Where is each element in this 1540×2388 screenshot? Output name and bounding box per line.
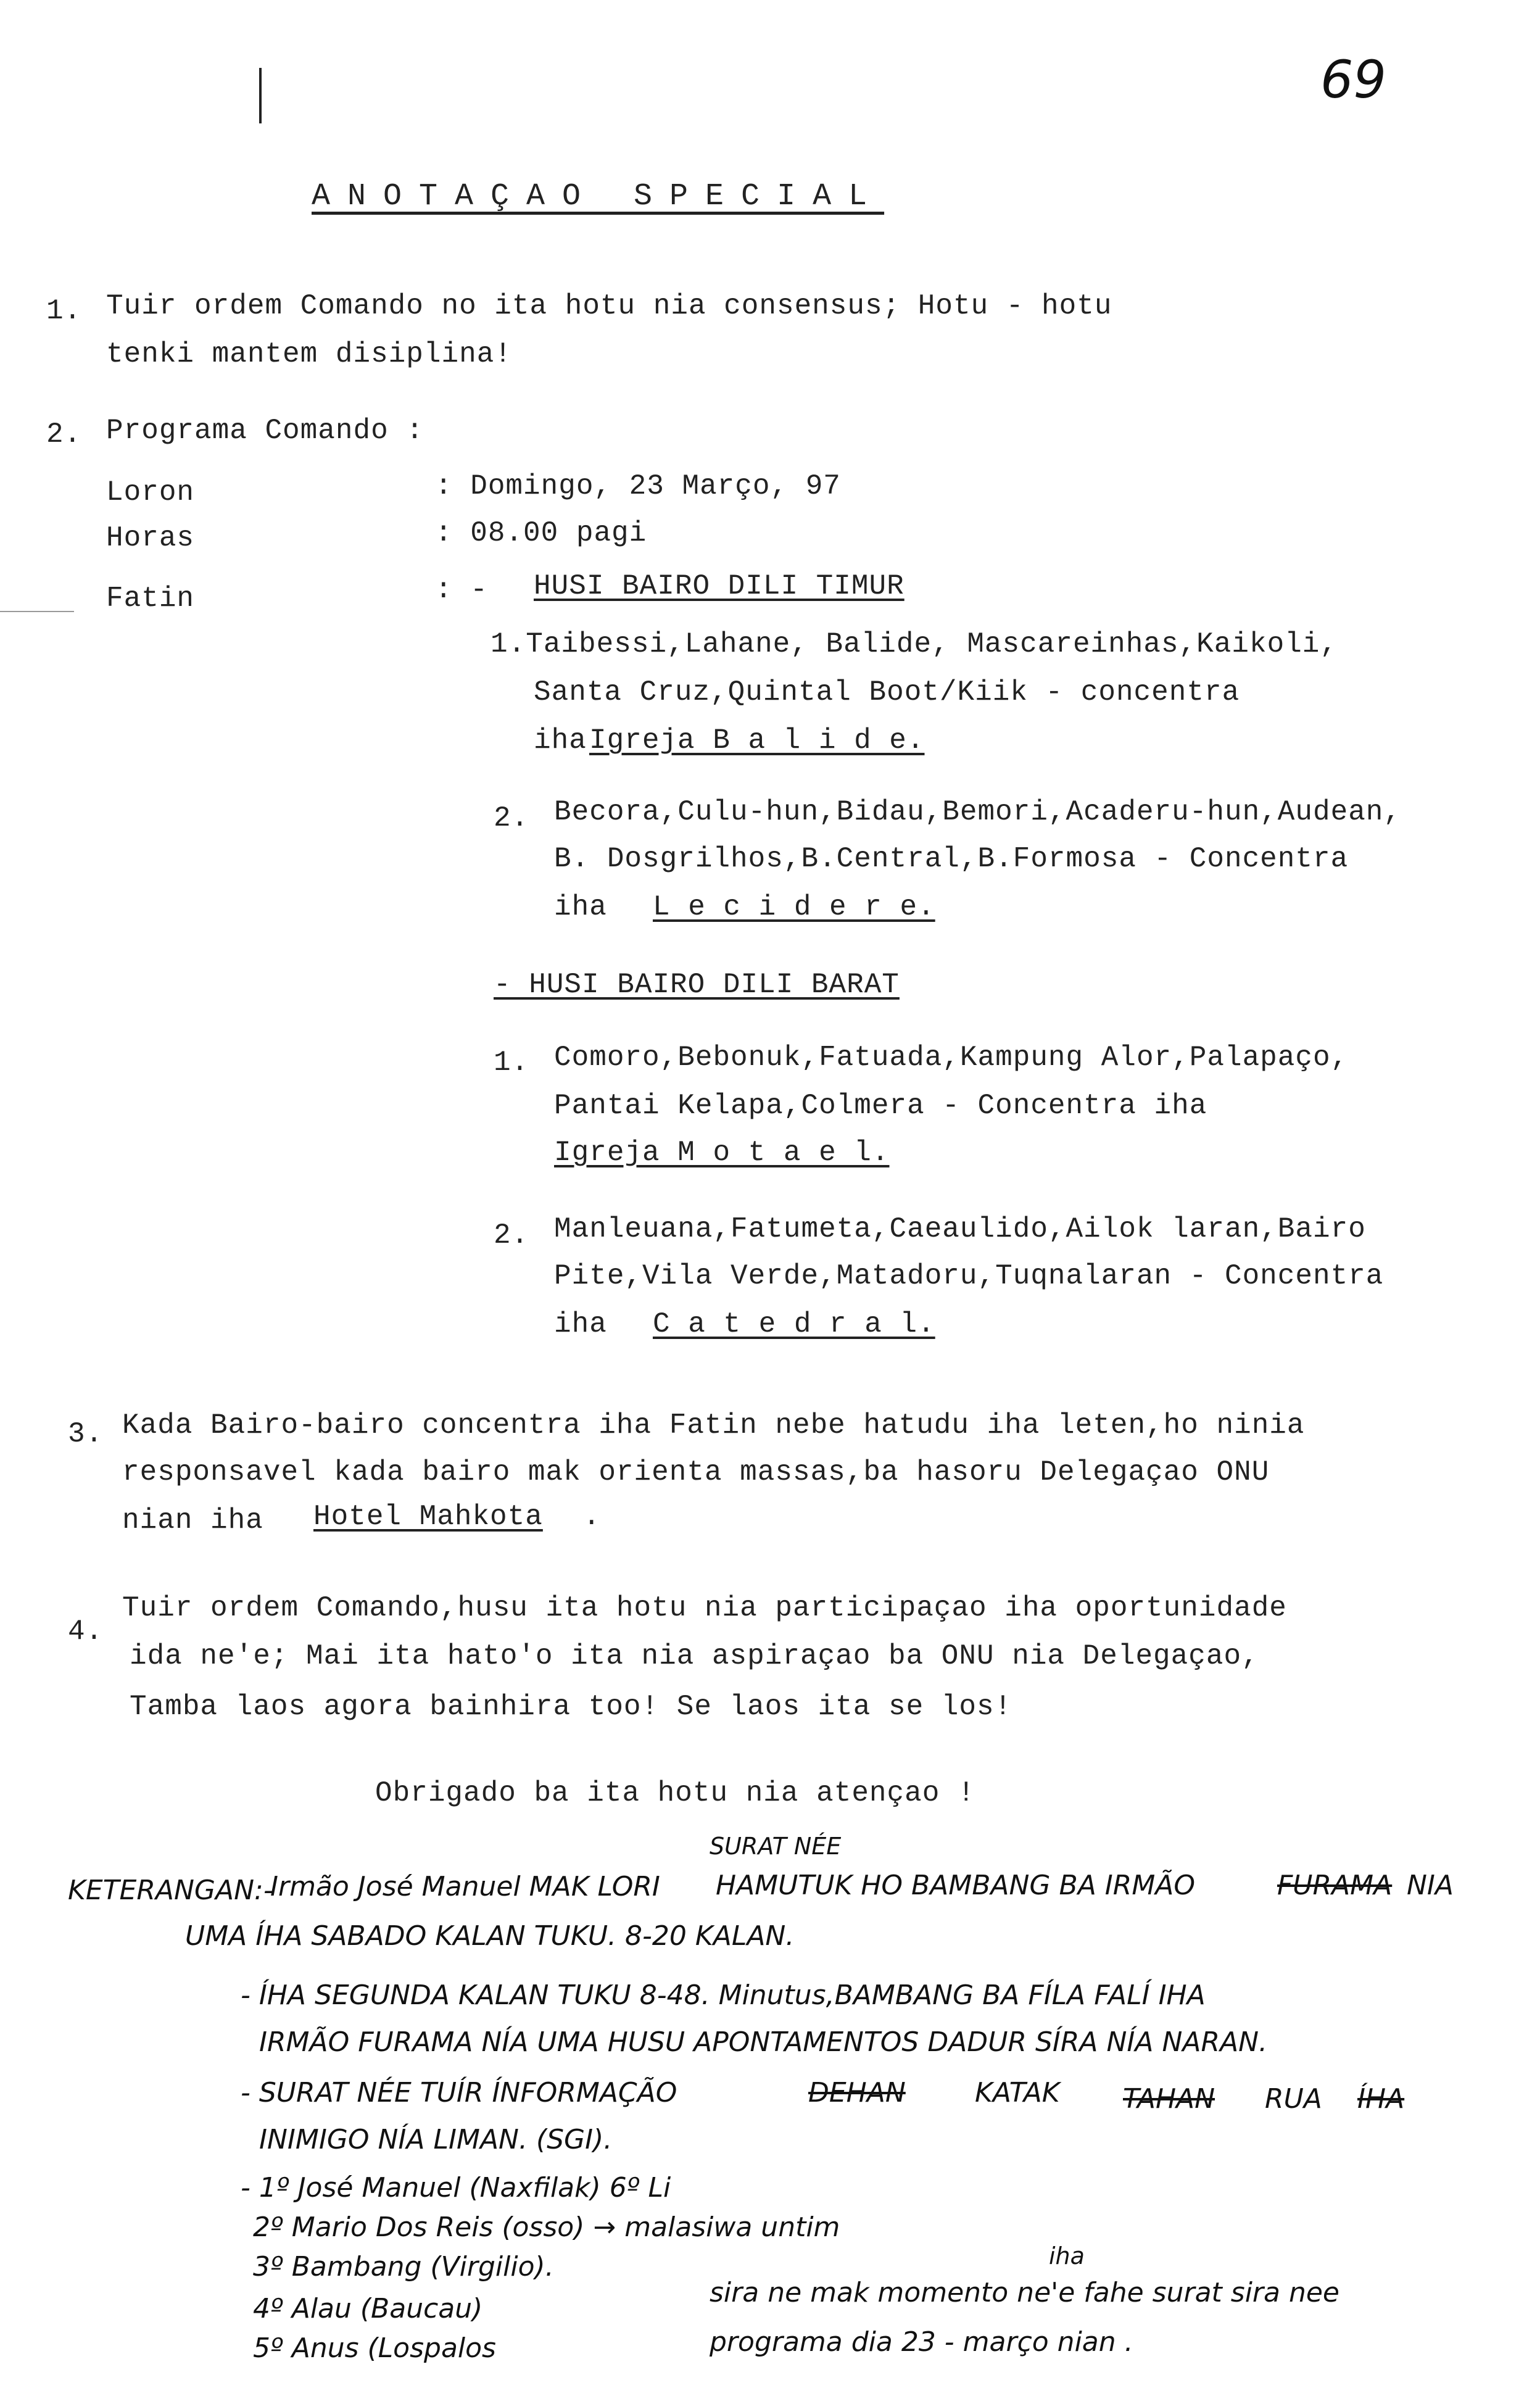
barat-1-number: 1.	[494, 1047, 529, 1079]
handwritten-line-1b: HAMUTUK HO BAMBANG BA IRMÃO	[716, 1870, 1196, 1901]
barat-2-line-1: Manleuana,Fatumeta,Caeaulido,Ailok laran,Bairo	[554, 1213, 1366, 1245]
timur-1-place: Igreja B a l i d e.	[589, 724, 925, 757]
closing-line: Obrigado ba ita hotu nia atençao !	[375, 1777, 975, 1809]
page-number: 69	[1320, 49, 1386, 110]
timur-2-line-1: Becora,Culu-hun,Bidau,Bemori,Acaderu-hun,Audean,	[554, 796, 1402, 828]
document-title: ANOTAÇAO SPECIAL	[312, 179, 885, 214]
handwritten-line-5c: RUA	[1265, 2083, 1322, 2115]
timur-2-tail: iha	[554, 891, 607, 923]
item-2-number: 2.	[46, 418, 82, 450]
handwritten-line-2: UMA ÍHA SABADO KALAN TUKU. 8-20 KALAN.	[185, 1920, 795, 1952]
handwritten-name-4: 4º Alau (Baucau)	[253, 2293, 483, 2324]
margin-mark	[259, 68, 262, 123]
handwritten-struck-iha: ÍHA	[1357, 2083, 1405, 2115]
handwritten-line-5a: - SURAT NÉE TUÍR ÍNFORMAÇÃO	[241, 2077, 677, 2108]
handwritten-line-6: INIMIGO NÍA LIMAN. (SGI).	[259, 2124, 613, 2155]
timur-1-tail: iha	[534, 724, 587, 757]
loron-value: : Domingo, 23 Março, 97	[435, 470, 841, 502]
item-3-number: 3.	[68, 1418, 104, 1450]
barat-1-line-2: Pantai Kelapa,Colmera - Concentra iha	[554, 1090, 1207, 1122]
barat-1-line-1: Comoro,Bebonuk,Fatuada,Kampung Alor,Palapaço,	[554, 1042, 1349, 1074]
handwritten-line-3: - ÍHA SEGUNDA KALAN TUKU 8-48. Minutus,BAMBANG BA FÍLA FALÍ IHA	[241, 1980, 1206, 2011]
item-3-line-3-prefix: nian iha	[122, 1504, 263, 1536]
timur-2-number: 2.	[494, 802, 529, 834]
barat-heading: - HUSI BAIRO DILI BARAT	[494, 969, 900, 1001]
handwritten-name-2: 2º Mario Dos Reis (osso) → malasiwa untim	[253, 2212, 840, 2243]
handwritten-line-1c: NIA	[1407, 1870, 1454, 1901]
fatin-label: Fatin	[106, 582, 195, 615]
handwritten-name-5: 5º Anus (Lospalos	[253, 2332, 496, 2364]
item-1-line-2: tenki mantem disiplina!	[106, 338, 512, 370]
barat-1-place: Igreja M o t a e l.	[554, 1137, 890, 1169]
handwritten-name-3: 3º Bambang (Virgilio).	[253, 2251, 554, 2282]
timur-2-line-2: B. Dosgrilhos,B.Central,B.Formosa - Concentra	[554, 843, 1349, 875]
item-4-line-1: Tuir ordem Comando,husu ita hotu nia participaçao iha oportunidade	[122, 1592, 1287, 1624]
item-1-line-1: Tuir ordem Comando no ita hotu nia consensus; Hotu - hotu	[106, 290, 1112, 322]
barat-2-tail: iha	[554, 1308, 607, 1340]
barat-2-number: 2.	[494, 1219, 529, 1251]
horas-value: : 08.00 pagi	[435, 517, 647, 549]
handwritten-name-1: - 1º José Manuel (Naxfilak) 6º Li	[241, 2172, 671, 2204]
handwritten-struck-furama: FURAMA	[1277, 1870, 1393, 1901]
timur-1-line-1: 1.Taibessi,Lahane, Balide, Mascareinhas,Kaikoli,	[491, 628, 1338, 660]
handwritten-insert-iha: iha	[1049, 2242, 1085, 2270]
item-3-place: Hotel Mahkota	[313, 1501, 543, 1533]
handwritten-keterangan: KETERANGAN:-	[68, 1875, 273, 1906]
handwritten-line-4: IRMÃO FURAMA NÍA UMA HUSU APONTAMENTOS DADUR SÍRA NÍA NARAN.	[259, 2026, 1268, 2058]
handwritten-struck-tahan: TAHAN	[1123, 2083, 1215, 2115]
scan-margin-line	[0, 611, 74, 612]
item-1-number: 1.	[46, 295, 82, 327]
item-4-line-2: ida ne'e; Mai ita hato'o ita nia aspiraçao ba ONU nia Delegaçao,	[130, 1640, 1259, 1672]
horas-label: Horas	[106, 522, 195, 554]
item-3-line-2: responsavel kada bairo mak orienta massas,ba hasoru Delegaçao ONU	[122, 1456, 1270, 1488]
item-2-label: Programa Comando :	[106, 415, 424, 447]
handwritten-insert-surat-nee: SURAT NÉE	[710, 1833, 842, 1860]
barat-2-line-2: Pite,Vila Verde,Matadoru,Tuqnalaran - Concentra	[554, 1260, 1384, 1292]
loron-label: Loron	[106, 476, 195, 508]
handwritten-struck-dehan: DEHAN	[808, 2077, 906, 2108]
fatin-prefix: : -	[435, 574, 488, 606]
handwritten-note-2: programa dia 23 - março nian .	[710, 2326, 1133, 2358]
item-3-line-1: Kada Bairo-bairo concentra iha Fatin nebe hatudu iha leten,ho ninia	[122, 1409, 1305, 1441]
item-3-end: .	[583, 1501, 601, 1533]
timur-1-line-2: Santa Cruz,Quintal Boot/Kiik - concentra	[534, 676, 1240, 708]
handwritten-line-5b: KATAK	[975, 2077, 1060, 2108]
handwritten-note-1: sira ne mak momento ne'e fahe surat sira nee	[710, 2277, 1340, 2308]
handwritten-line-1a: Irmão José Manuel MAK LORI	[270, 1871, 660, 1902]
timur-heading: HUSI BAIRO DILI TIMUR	[534, 570, 905, 602]
item-4-number: 4.	[68, 1615, 104, 1648]
timur-2-place: L e c i d e r e.	[653, 891, 935, 923]
item-4-line-3: Tamba laos agora bainhira too! Se laos ita se los!	[130, 1691, 1012, 1723]
barat-2-place: C a t e d r a l.	[653, 1308, 935, 1340]
